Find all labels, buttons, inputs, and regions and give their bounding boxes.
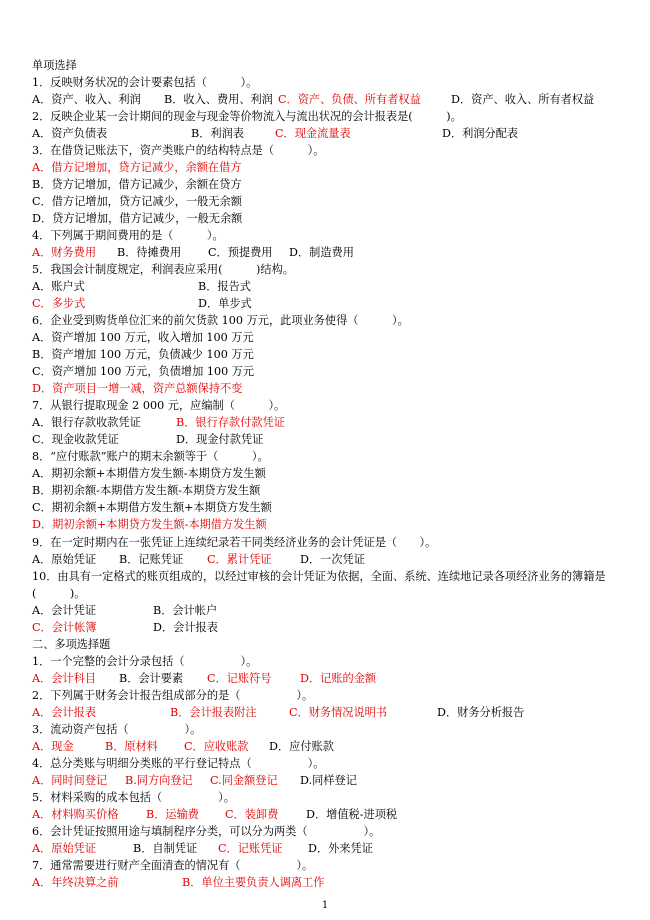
q9-option-a: A．原始凭证 — [32, 553, 97, 566]
page-number: 1 — [321, 900, 329, 911]
q4-option-b: B．待摊费用 — [117, 246, 182, 259]
q1-option-a: A．资产、收入、利润 — [32, 93, 141, 106]
q8-option-b: B．期初余额-本期借方发生额-本期贷方发生额 — [32, 484, 261, 497]
mq-1-stem: 1．一个完整的会计分录包括（ ）。 — [32, 655, 258, 668]
q8-option-d-answer: D．期初余额+本期贷方发生额-本期借方发生额 — [32, 518, 267, 531]
question-8-stem: 8．“应付账款”账户的期末余额等于（ ）。 — [32, 450, 269, 463]
m2-option-d: D．财务分析报告 — [437, 706, 525, 719]
q5-option-b: B．报告式 — [198, 280, 251, 293]
mq-4-options — [32, 772, 610, 789]
m6-option-d: D．外来凭证 — [308, 842, 373, 855]
q10-option-b: B．会计帐户 — [153, 604, 218, 617]
mq-1-options — [32, 670, 610, 687]
question-4-options — [32, 244, 610, 261]
mq-5-options — [32, 806, 610, 823]
mq-3-stem: 3．流动资产包括（ ）。 — [32, 723, 202, 736]
m1-option-d-answer: D．记账的金额 — [300, 672, 377, 685]
m1-option-c-answer: C．记账符号 — [207, 672, 272, 685]
question-6-stem: 6．企业受到购货单位汇来的前欠货款 100 万元，此项业务使得（ ）。 — [32, 314, 409, 327]
q2-option-b: B．利润表 — [191, 127, 244, 140]
q2-option-a: A．资产负债表 — [32, 127, 108, 140]
q3-option-d: D．贷方记增加，借方记减少，一般无余额 — [32, 212, 243, 225]
q7-option-d: D．现金付款凭证 — [176, 433, 264, 446]
q4-option-a-answer: A．财务费用 — [32, 246, 97, 259]
m6-option-b: B．自制凭证 — [133, 842, 198, 855]
question-4-stem: 4．下列属于期间费用的是（ ）。 — [32, 229, 224, 242]
q2-option-d: D．利润分配表 — [442, 127, 519, 140]
q10-option-c-answer: C．会计帐簿 — [32, 621, 97, 634]
q6-option-b: B．资产增加 100 万元，负债减少 100 万元 — [32, 348, 254, 361]
mq-2-options — [32, 704, 610, 721]
question-2-stem: 2．反映企业某一会计期间的现金与现金等价物流入与流出状况的会计报表是( )。 — [32, 110, 462, 123]
m1-option-a-answer: A．会计科目 — [32, 672, 97, 685]
question-2-options — [32, 125, 610, 142]
q6-option-a: A．资产增加 100 万元，收入增加 100 万元 — [32, 331, 254, 344]
q3-option-a-answer: A．借方记增加，贷方记减少，余额在借方 — [32, 161, 242, 174]
question-9-options — [32, 551, 610, 568]
m5-option-d: D．增值税-进项税 — [306, 808, 398, 821]
question-9-stem: 9．在一定时期内在一张凭证上连续纪录若干同类经济业务的会计凭证是（ ）。 — [32, 536, 437, 549]
question-7-options-ab — [32, 414, 610, 431]
q1-option-b: B．收入、费用、利润 — [164, 93, 273, 106]
q6-option-c: C．资产增加 100 万元，负债增加 100 万元 — [32, 365, 255, 378]
q2-option-c-answer: C．现金流量表 — [275, 127, 351, 140]
section-title-single-choice: 单项选择 — [32, 59, 77, 72]
question-5-stem: 5．我国会计制度规定，利润表应采用( )结构。 — [32, 263, 294, 276]
section-title-multiple-choice: 二、多项选择题 — [32, 638, 111, 651]
m6-option-a-answer: A．原始凭证 — [32, 842, 97, 855]
m4-option-b-answer: B.同方向登记 — [125, 774, 193, 787]
q1-option-d: D．资产、收入、所有者权益 — [451, 93, 595, 106]
m4-option-d: D.同样登记 — [300, 774, 357, 787]
m6-option-c-answer: C．记账凭证 — [218, 842, 283, 855]
q4-option-d: D．制造费用 — [289, 246, 354, 259]
mq-6-stem: 6．会计凭证按照用途与填制程序分类，可以分为两类（ ）。 — [32, 825, 381, 838]
m5-option-c-answer: C．装卸费 — [225, 808, 279, 821]
m1-option-b: B．会计要素 — [119, 672, 184, 685]
q8-option-c: C．期初余额+本期借方发生额+本期贷方发生额 — [32, 501, 272, 514]
m2-option-b-answer: B．会计报表附注 — [170, 706, 257, 719]
m3-option-c-answer: C．应收账款 — [184, 740, 249, 753]
q7-option-a: A．银行存款收款凭证 — [32, 416, 141, 429]
m3-option-d: D．应付账款 — [269, 740, 334, 753]
q5-option-a: A．账户式 — [32, 280, 85, 293]
m3-option-b-answer: B．原材料 — [105, 740, 158, 753]
m7-option-a-answer: A．年终决算之前 — [32, 876, 119, 889]
m2-option-c-answer: C．财务情况说明书 — [289, 706, 388, 719]
q10-option-a: A．会计凭证 — [32, 604, 97, 617]
q3-option-c: C．借方记增加，贷方记减少，一般无余额 — [32, 195, 242, 208]
q9-option-c-answer: C．累计凭证 — [207, 553, 272, 566]
mq-6-options — [32, 840, 610, 857]
question-1-stem: 1．反映财务状况的会计要素包括（ ）。 — [32, 76, 258, 89]
question-10-options-cd — [32, 619, 610, 636]
m5-option-a-answer: A．材料购买价格 — [32, 808, 119, 821]
question-7-options-cd — [32, 431, 610, 448]
question-5-options-cd — [32, 295, 610, 312]
mq-4-stem: 4．总分类账与明细分类账的平行登记特点（ ）。 — [32, 757, 325, 770]
q9-option-d: D．一次凭证 — [300, 553, 365, 566]
m3-option-a-answer: A．现金 — [32, 740, 74, 753]
question-3-stem: 3．在借贷记账法下，资产类账户的结构特点是（ ）。 — [32, 144, 325, 157]
m4-option-c-answer: C.同金额登记 — [210, 774, 278, 787]
mq-7-options — [32, 874, 610, 891]
mq-2-stem: 2．下列属于财务会计报告组成部分的是（ ）。 — [32, 689, 314, 702]
q4-option-c: C．预提费用 — [208, 246, 273, 259]
m4-option-a-answer: A．同时间登记 — [32, 774, 108, 787]
q9-option-b: B．记账凭证 — [119, 553, 184, 566]
question-1-options — [32, 91, 610, 108]
m2-option-a-answer: A．会计报表 — [32, 706, 97, 719]
mq-7-stem: 7．通常需要进行财产全面清查的情况有（ ）。 — [32, 859, 314, 872]
q6-option-d-answer: D．资产项目一增一减，资产总额保持不变 — [32, 382, 243, 395]
m7-option-b-answer: B．单位主要负责人调离工作 — [182, 876, 325, 889]
q10-option-d: D．会计报表 — [153, 621, 218, 634]
q7-option-b-answer: B．银行存款付款凭证 — [176, 416, 285, 429]
question-7-stem: 7．从银行提取现金 2 000 元，应编制（ ）。 — [32, 399, 286, 412]
q3-option-b: B．贷方记增加，借方记减少，余额在贷方 — [32, 178, 242, 191]
m5-option-b-answer: B．运输费 — [146, 808, 199, 821]
q5-option-c-answer: C．多步式 — [32, 297, 86, 310]
q1-option-c-answer: C．资产、负债、所有者权益 — [278, 93, 421, 106]
q5-option-d: D．单步式 — [198, 297, 252, 310]
q8-option-a: A．期初余额+本期借方发生额-本期贷方发生额 — [32, 467, 266, 480]
q7-option-c: C．现金收款凭证 — [32, 433, 119, 446]
mq-3-options — [32, 738, 610, 755]
question-5-options-ab — [32, 278, 610, 295]
question-10-stem: 10．由具有一定格式的账页组成的，以经过审核的会计凭证为依据，全面、系统、连续地记录各项经济业务的簿籍是( )。 — [32, 570, 606, 600]
mq-5-stem: 5．材料采购的成本包括（ ）。 — [32, 791, 235, 804]
question-10-options-ab — [32, 602, 610, 619]
